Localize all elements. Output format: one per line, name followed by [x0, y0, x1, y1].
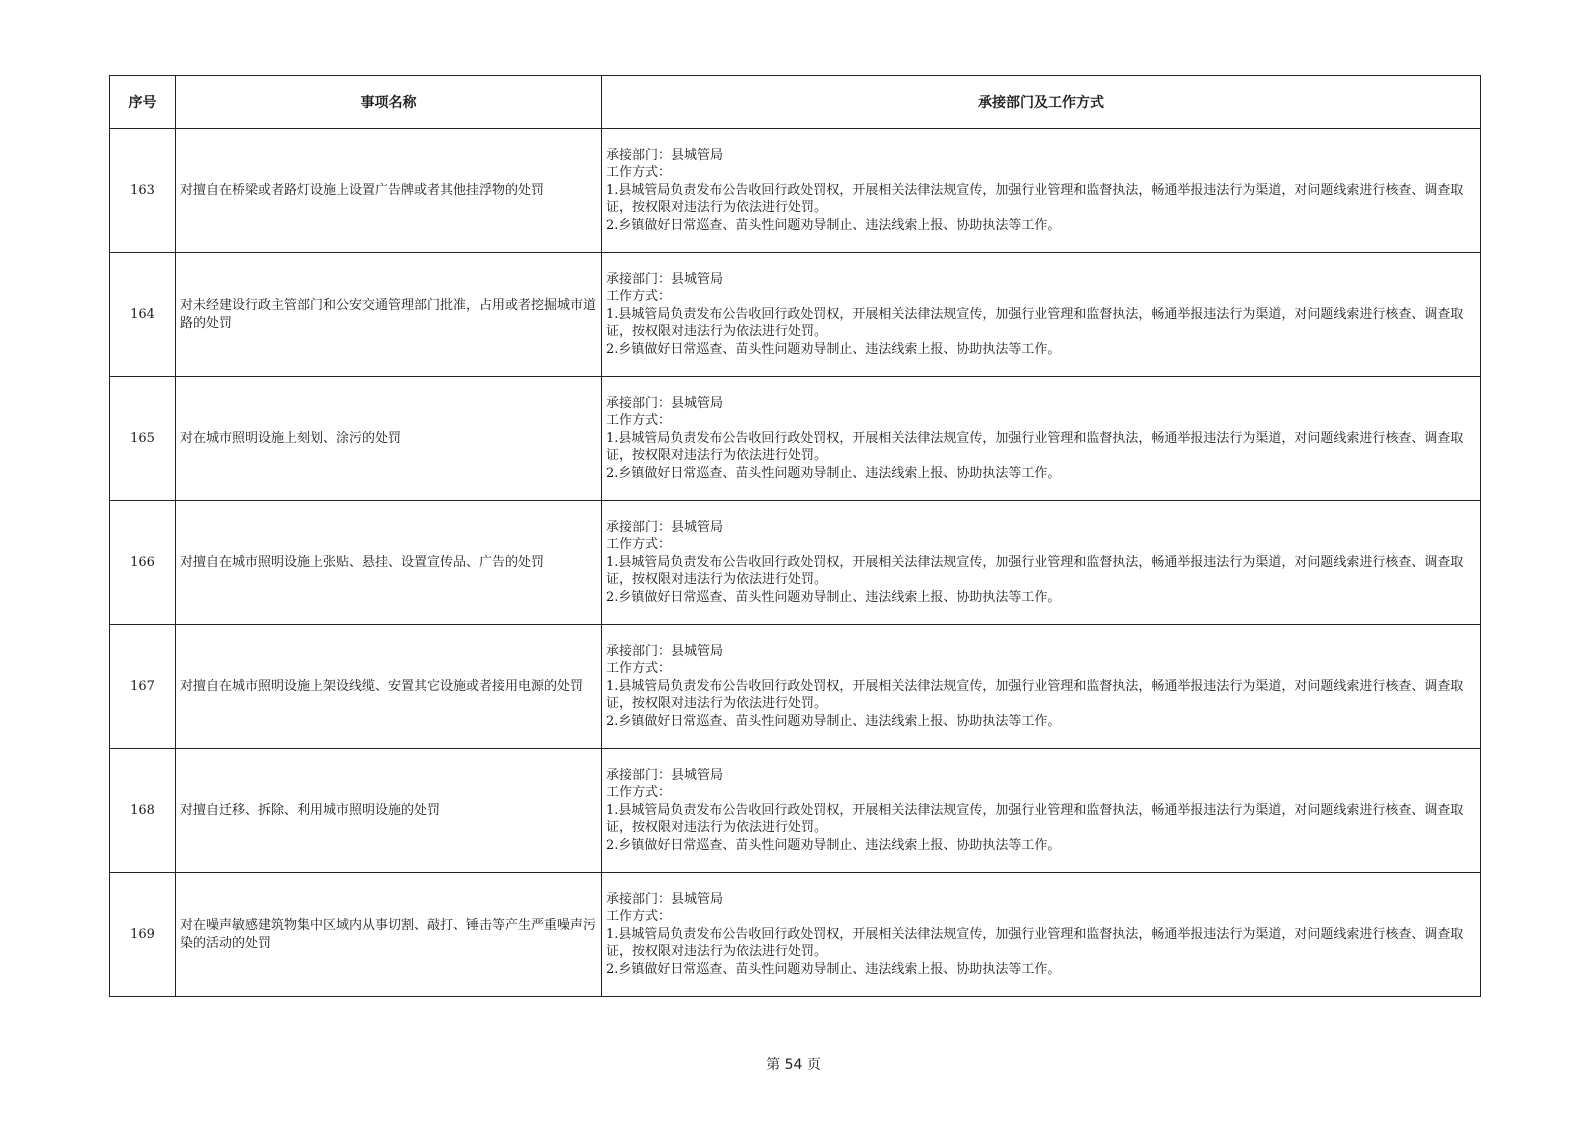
row-serial-number: 168: [110, 749, 176, 873]
method-line: 工作方式：: [606, 413, 672, 429]
row-serial-number: 164: [110, 253, 176, 377]
method-line: 承接部门：县城管局: [606, 891, 724, 907]
method-line: 2.乡镇做好日常巡查、苗头性问题劝导制止、违法线索上报、协助执法等工作。: [606, 589, 1061, 605]
method-line: 1.县城管局负责发布公告收回行政处罚权，开展相关法律法规宣传，加强行业管理和监督执法，畅通举报违法行为渠道，对问题线索进行核查、调查取证，按权限对违法行为依法进行处罚。: [606, 802, 1464, 836]
table-row: [110, 253, 1481, 377]
method-line: 工作方式：: [606, 661, 672, 677]
method-line: 工作方式：: [606, 785, 672, 801]
row-department-method: [602, 129, 1481, 253]
method-line: 2.乡镇做好日常巡查、苗头性问题劝导制止、违法线索上报、协助执法等工作。: [606, 961, 1061, 977]
table-row: [110, 749, 1481, 873]
table-header: [110, 76, 1481, 129]
row-department-method: [602, 625, 1481, 749]
header-department-method: 承接部门及工作方式: [602, 76, 1481, 129]
method-line: 2.乡镇做好日常巡查、苗头性问题劝导制止、违法线索上报、协助执法等工作。: [606, 217, 1061, 233]
matters-table: [109, 75, 1481, 997]
row-item-name: 对擅自在城市照明设施上架设线缆、安置其它设施或者接用电源的处罚: [176, 625, 602, 749]
row-serial-number: 169: [110, 873, 176, 997]
row-department-method: [602, 253, 1481, 377]
method-line: 2.乡镇做好日常巡查、苗头性问题劝导制止、违法线索上报、协助执法等工作。: [606, 465, 1061, 481]
method-line: 承接部门：县城管局: [606, 519, 724, 535]
method-line: 承接部门：县城管局: [606, 643, 724, 659]
header-serial-number: 序号: [110, 76, 176, 129]
row-item-name: 对未经建设行政主管部门和公安交通管理部门批准，占用或者挖掘城市道路的处罚: [176, 253, 602, 377]
method-line: 1.县城管局负责发布公告收回行政处罚权，开展相关法律法规宣传，加强行业管理和监督执法，畅通举报违法行为渠道，对问题线索进行核查、调查取证，按权限对违法行为依法进行处罚。: [606, 554, 1464, 588]
method-line: 工作方式：: [606, 165, 672, 181]
row-item-name: 对擅自在城市照明设施上张贴、悬挂、设置宣传品、广告的处罚: [176, 501, 602, 625]
method-line: 承接部门：县城管局: [606, 147, 724, 163]
row-department-method: [602, 749, 1481, 873]
row-department-method: [602, 377, 1481, 501]
row-serial-number: 167: [110, 625, 176, 749]
method-line: 1.县城管局负责发布公告收回行政处罚权，开展相关法律法规宣传，加强行业管理和监督执法，畅通举报违法行为渠道，对问题线索进行核查、调查取证，按权限对违法行为依法进行处罚。: [606, 678, 1464, 712]
method-line: 工作方式：: [606, 537, 672, 553]
method-line: 1.县城管局负责发布公告收回行政处罚权，开展相关法律法规宣传，加强行业管理和监督执法，畅通举报违法行为渠道，对问题线索进行核查、调查取证，按权限对违法行为依法进行处罚。: [606, 430, 1464, 464]
row-department-method: [602, 873, 1481, 997]
table-row: [110, 625, 1481, 749]
method-line: 2.乡镇做好日常巡查、苗头性问题劝导制止、违法线索上报、协助执法等工作。: [606, 713, 1061, 729]
method-line: 1.县城管局负责发布公告收回行政处罚权，开展相关法律法规宣传，加强行业管理和监督执法，畅通举报违法行为渠道，对问题线索进行核查、调查取证，按权限对违法行为依法进行处罚。: [606, 182, 1464, 216]
row-serial-number: 166: [110, 501, 176, 625]
method-line: 1.县城管局负责发布公告收回行政处罚权，开展相关法律法规宣传，加强行业管理和监督执法，畅通举报违法行为渠道，对问题线索进行核查、调查取证，按权限对违法行为依法进行处罚。: [606, 926, 1464, 960]
method-line: 2.乡镇做好日常巡查、苗头性问题劝导制止、违法线索上报、协助执法等工作。: [606, 837, 1061, 853]
method-line: 承接部门：县城管局: [606, 271, 724, 287]
row-department-method: [602, 501, 1481, 625]
page-number: 第 54 页: [766, 1057, 821, 1073]
row-serial-number: 163: [110, 129, 176, 253]
row-item-name: 对擅自在桥梁或者路灯设施上设置广告牌或者其他挂浮物的处罚: [176, 129, 602, 253]
method-line: 承接部门：县城管局: [606, 395, 724, 411]
table-row: [110, 501, 1481, 625]
table-row: [110, 129, 1481, 253]
method-line: 工作方式：: [606, 909, 672, 925]
table-body: [110, 129, 1481, 997]
method-line: 承接部门：县城管局: [606, 767, 724, 783]
row-item-name: 对在城市照明设施上刻划、涂污的处罚: [176, 377, 602, 501]
row-item-name: 对擅自迁移、拆除、利用城市照明设施的处罚: [176, 749, 602, 873]
row-serial-number: 165: [110, 377, 176, 501]
table-row: [110, 873, 1481, 997]
table-row: [110, 377, 1481, 501]
method-line: 工作方式：: [606, 289, 672, 305]
method-line: 2.乡镇做好日常巡查、苗头性问题劝导制止、违法线索上报、协助执法等工作。: [606, 341, 1061, 357]
method-line: 1.县城管局负责发布公告收回行政处罚权，开展相关法律法规宣传，加强行业管理和监督执法，畅通举报违法行为渠道，对问题线索进行核查、调查取证，按权限对违法行为依法进行处罚。: [606, 306, 1464, 340]
header-item-name: 事项名称: [176, 76, 602, 129]
row-item-name: 对在噪声敏感建筑物集中区域内从事切割、敲打、锤击等产生严重噪声污染的活动的处罚: [176, 873, 602, 997]
